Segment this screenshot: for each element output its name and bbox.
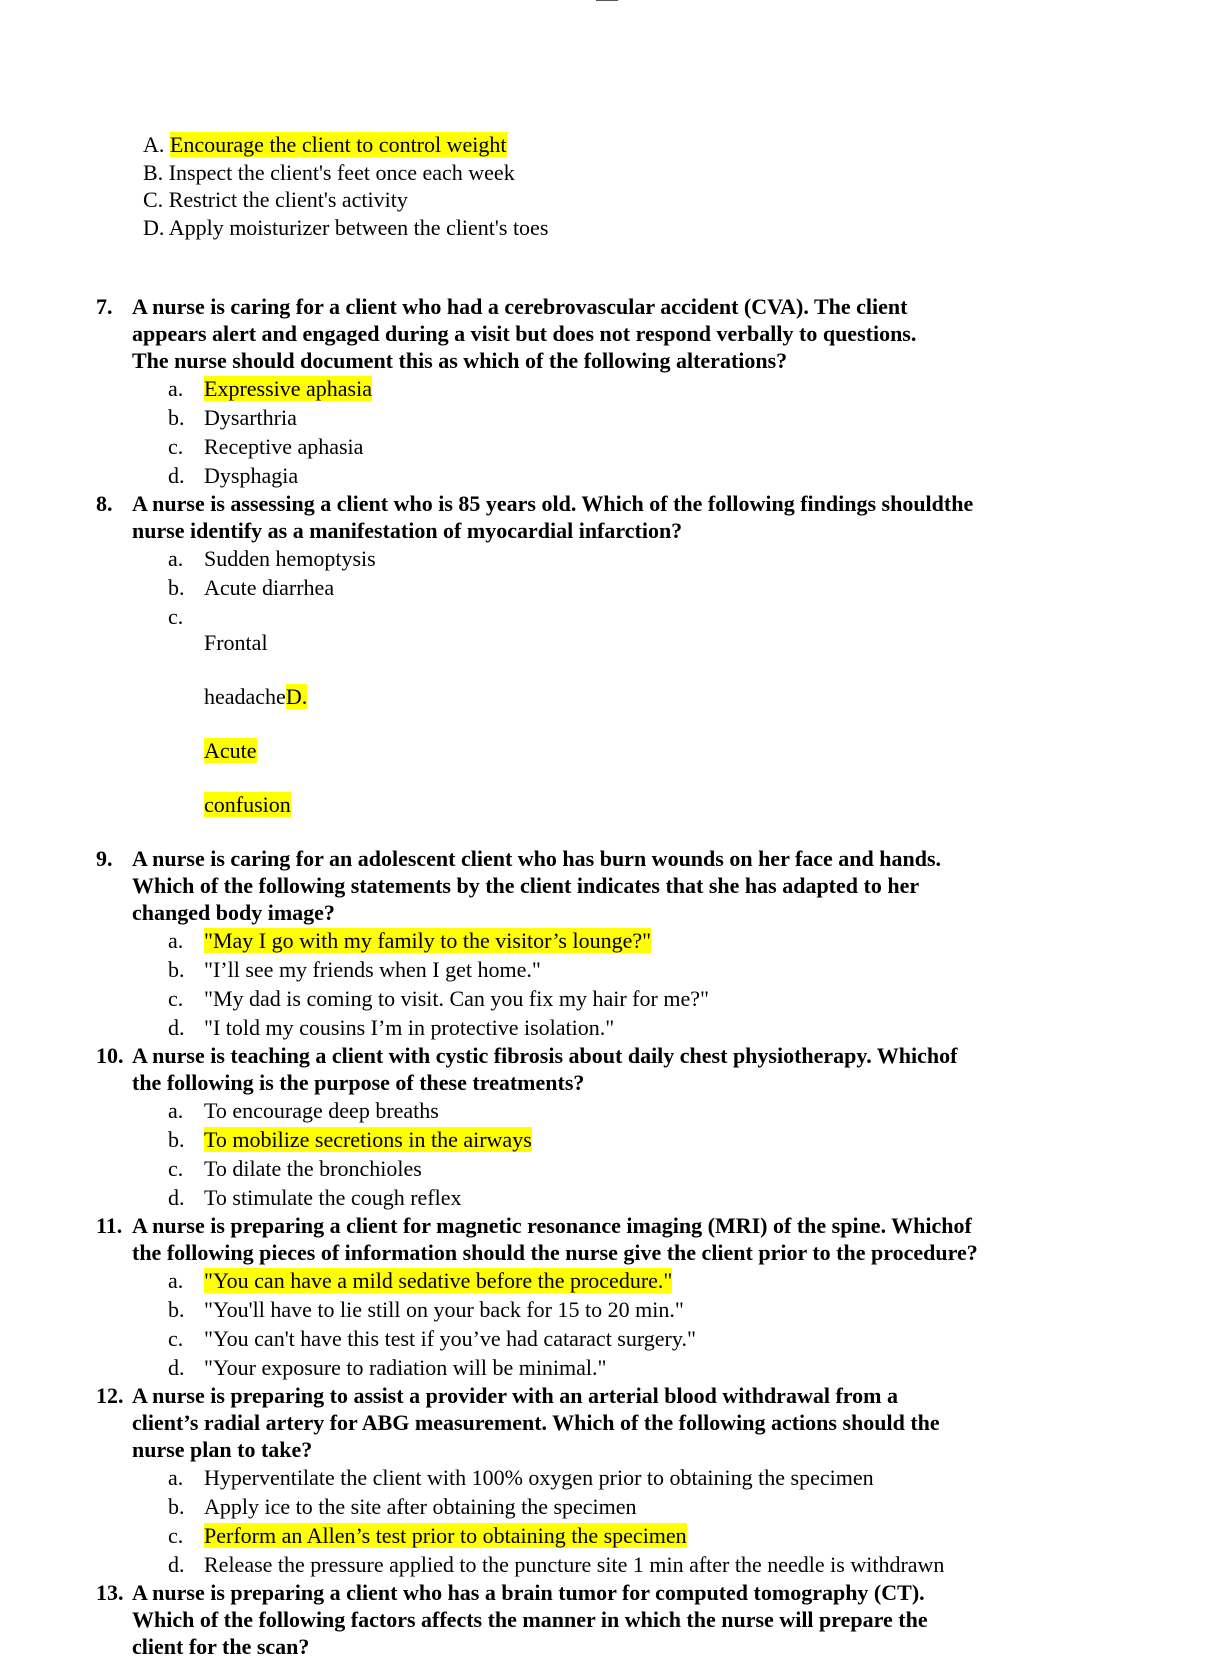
- option-text-highlighted: To mobilize secretions in the airways: [204, 1127, 532, 1152]
- option-letter: d.: [168, 1552, 185, 1577]
- option-letter: b.: [168, 1297, 185, 1322]
- option-item: [132, 1266, 1096, 1295]
- option-letter: b.: [168, 405, 185, 430]
- option-letter: d.: [168, 1185, 185, 1210]
- option-item: [132, 573, 1096, 602]
- question-number: 10.: [96, 1043, 124, 1068]
- option-item: [132, 1324, 1096, 1353]
- question-list: [96, 293, 1096, 1660]
- option-text: Dysarthria: [204, 405, 297, 430]
- option-letter: c.: [168, 434, 184, 459]
- option-item: [132, 1183, 1096, 1212]
- question-number: 9.: [96, 846, 113, 871]
- option-text: Restrict the client's activity: [168, 187, 408, 212]
- option-text-highlighted: "You can have a mild sedative before the procedure.": [204, 1268, 673, 1293]
- option-letter: c.: [168, 1326, 184, 1351]
- answer-options: [132, 374, 1096, 490]
- option-text: To dilate the bronchioles: [204, 1156, 422, 1181]
- option-letter: b.: [168, 1127, 185, 1152]
- question-stem: A nurse is assessing a client who is 85 years old. Which of the following findings shouldthe nurse identify as a manifestation of myocardial infarction?: [132, 491, 974, 543]
- answer-options: [132, 1266, 1096, 1382]
- option-item: [143, 186, 548, 214]
- question-10: [96, 1042, 1096, 1212]
- merged-line-4: confusion: [204, 792, 291, 817]
- answer-options: [132, 926, 1096, 1042]
- merged-line-1: Frontal: [204, 630, 268, 655]
- option-item: [132, 1154, 1096, 1183]
- option-letter: a.: [168, 1098, 184, 1123]
- option-text: Hyperventilate the client with 100% oxygen prior to obtaining the specimen: [204, 1465, 874, 1490]
- option-text: "I told my cousins I’m in protective isolation.": [204, 1015, 615, 1040]
- option-item: [132, 1550, 1096, 1579]
- option-text: Sudden hemoptysis: [204, 546, 376, 571]
- option-text: "I’ll see my friends when I get home.": [204, 957, 541, 982]
- option-letter: a.: [168, 928, 184, 953]
- answer-options: [132, 1096, 1096, 1212]
- previous-question-options: [143, 131, 548, 241]
- answer-options: [132, 1463, 1096, 1579]
- option-text: Release the pressure applied to the puncture site 1 min after the needle is withdrawn: [204, 1552, 945, 1577]
- option-letter: d.: [168, 463, 185, 488]
- page-top-mark: [596, 0, 618, 1]
- option-item: [132, 1492, 1096, 1521]
- question-number: 12.: [96, 1383, 124, 1408]
- option-text-merged: [204, 602, 1096, 845]
- option-letter: c.: [168, 986, 184, 1011]
- question-number: 13.: [96, 1580, 124, 1605]
- option-text: "Your exposure to radiation will be minimal.": [204, 1355, 607, 1380]
- option-letter: B.: [143, 159, 164, 185]
- option-letter: d.: [168, 1015, 185, 1040]
- option-letter: D.: [143, 214, 165, 240]
- option-letter: c.: [168, 1156, 184, 1181]
- option-item: [132, 984, 1096, 1013]
- option-item: [143, 159, 548, 187]
- question-number: 11.: [96, 1213, 123, 1238]
- question-12: [96, 1382, 1096, 1579]
- option-item: [143, 214, 548, 242]
- question-number: 8.: [96, 491, 113, 516]
- option-text: "You can't have this test if you’ve had cataract surgery.": [204, 1326, 696, 1351]
- option-item: [132, 926, 1096, 955]
- option-text: To encourage deep breaths: [204, 1098, 439, 1123]
- question-stem: A nurse is caring for an adolescent client who has burn wounds on her face and hands. Which of the following statements by the client indicates that she has adapted to her changed body image?: [132, 846, 942, 925]
- option-item: [132, 432, 1096, 461]
- option-text: Acute diarrhea: [204, 575, 335, 600]
- option-item: [132, 461, 1096, 490]
- option-text: Apply moisturizer between the client's toes: [168, 214, 549, 240]
- option-letter: a.: [168, 376, 184, 401]
- question-9: [96, 845, 1096, 1042]
- option-item: [132, 1353, 1096, 1382]
- option-letter: a.: [168, 1268, 184, 1293]
- option-item: [132, 1013, 1096, 1042]
- question-number: 7.: [96, 294, 113, 319]
- option-text: To stimulate the cough reflex: [204, 1185, 462, 1210]
- option-text: Receptive aphasia: [204, 434, 364, 459]
- question-8: [96, 490, 1096, 845]
- question-stem: A nurse is preparing to assist a provider with an arterial blood withdrawal from a client’s radial artery for ABG measurement. Which of the following actions should the nurse plan to take?: [132, 1383, 940, 1462]
- option-text-highlighted: Perform an Allen’s test prior to obtaining the specimen: [204, 1523, 687, 1548]
- merged-line-3: Acute: [204, 738, 257, 763]
- answer-options: [132, 544, 1096, 845]
- question-11: [96, 1212, 1096, 1382]
- option-item: [132, 403, 1096, 432]
- option-text: "My dad is coming to visit. Can you fix my hair for me?": [204, 986, 709, 1011]
- option-item: [132, 374, 1096, 403]
- question-stem: A nurse is preparing a client for magnetic resonance imaging (MRI) of the spine. Whichof the following pieces of information should the nurse give the client prior to the procedure?: [132, 1213, 978, 1265]
- option-letter: a.: [168, 1465, 184, 1490]
- option-item: [132, 544, 1096, 573]
- option-letter: c.: [168, 604, 184, 629]
- option-letter: A.: [143, 132, 165, 157]
- option-item-merged: [132, 602, 1096, 845]
- option-letter: b.: [168, 1494, 185, 1519]
- merged-line-2-plain: headache: [204, 684, 286, 709]
- option-text: Apply ice to the site after obtaining the specimen: [204, 1494, 637, 1519]
- option-letter: C.: [143, 187, 164, 212]
- option-item: [132, 1521, 1096, 1550]
- option-letter: b.: [168, 575, 185, 600]
- option-text: Dysphagia: [204, 463, 299, 488]
- option-item: [132, 1295, 1096, 1324]
- option-item: [132, 955, 1096, 984]
- option-text-highlighted: Encourage the client to control weight: [169, 132, 507, 157]
- option-text: Inspect the client's feet once each week: [168, 159, 515, 185]
- option-item: [132, 1125, 1096, 1154]
- option-text-highlighted: "May I go with my family to the visitor’s lounge?": [204, 928, 652, 953]
- option-text: "You'll have to lie still on your back for 15 to 20 min.": [204, 1297, 684, 1322]
- option-letter: c.: [168, 1523, 184, 1548]
- option-letter: a.: [168, 546, 184, 571]
- option-letter: d.: [168, 1355, 185, 1380]
- question-13: [96, 1579, 1096, 1660]
- merged-line-2-highlight: D.: [285, 684, 308, 709]
- option-item: [143, 131, 548, 159]
- question-7: [96, 293, 1096, 490]
- merged-line-2: [204, 683, 1096, 710]
- option-letter: b.: [168, 957, 185, 982]
- option-text-highlighted: Expressive aphasia: [204, 376, 372, 401]
- question-stem: A nurse is teaching a client with cystic fibrosis about daily chest physiotherapy. Whichof the following is the purpose of these treatments?: [132, 1043, 958, 1095]
- option-item: [132, 1096, 1096, 1125]
- question-stem: A nurse is preparing a client who has a brain tumor for computed tomography (CT). Which of the following factors affects the manner in which the nurse will prepare the client for the scan?: [132, 1580, 928, 1659]
- option-item: [132, 1463, 1096, 1492]
- question-stem: A nurse is caring for a client who had a cerebrovascular accident (CVA). The client appears alert and engaged during a visit but does not respond verbally to questions. The nurse should document this as which of the following alterations?: [132, 294, 917, 373]
